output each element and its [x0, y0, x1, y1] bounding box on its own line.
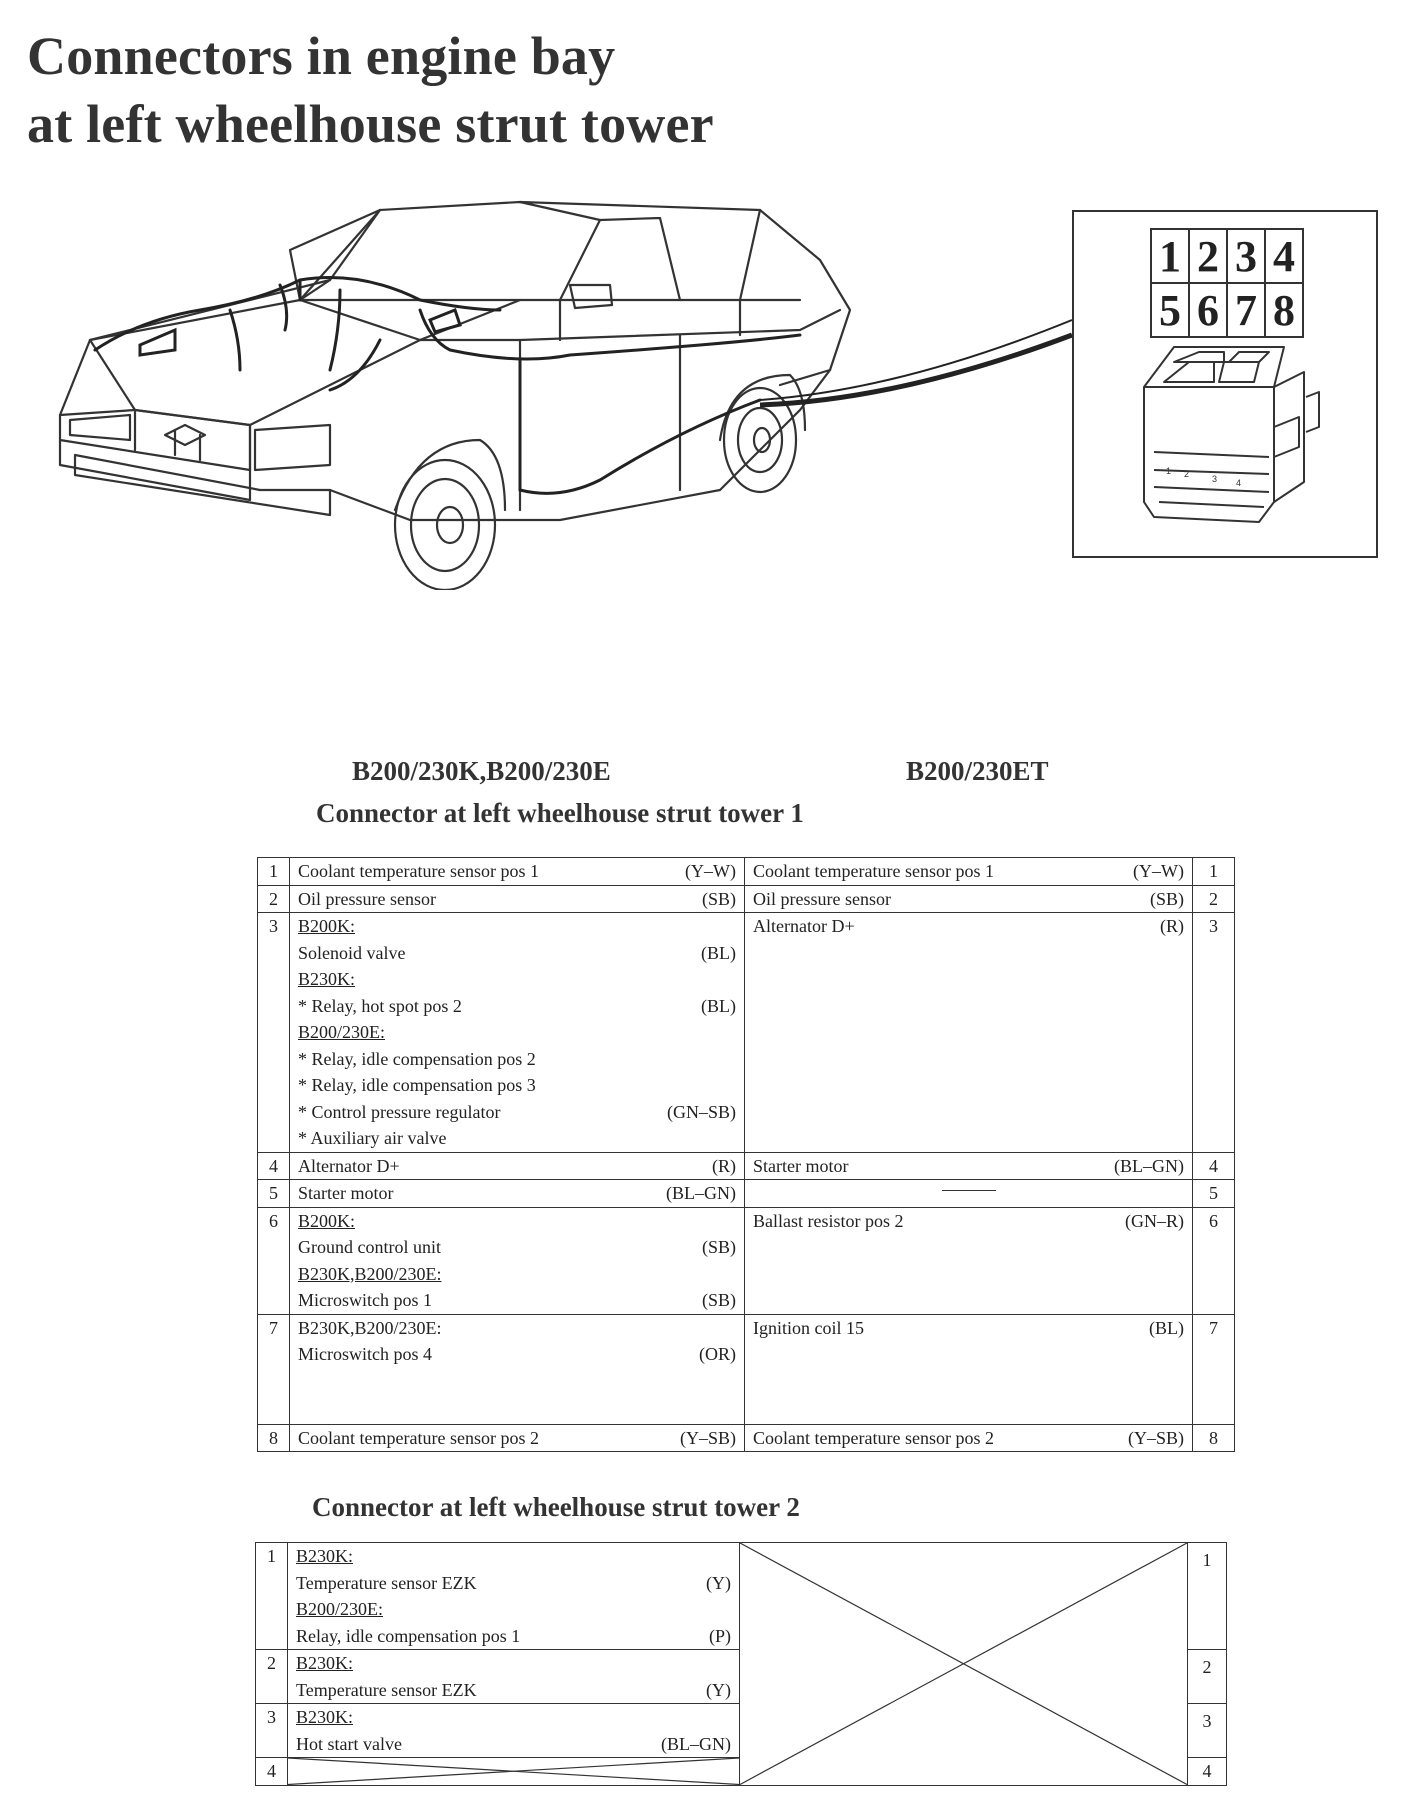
entry-text: B230K,B200/230E: [298, 1317, 442, 1338]
table-row [258, 1180, 1235, 1208]
wire-color: (R) [712, 1155, 736, 1176]
left-cell [290, 858, 745, 886]
wire-color: (Y) [706, 1679, 731, 1700]
wire-color [726, 1019, 736, 1046]
cross-out-mark [740, 1543, 1187, 1785]
wire-color: (BL–GN) [666, 1183, 736, 1203]
wire-color [726, 913, 736, 940]
entry-line [753, 1153, 1184, 1180]
wire-color [721, 1650, 731, 1677]
wire-color: (Y–W) [1133, 861, 1184, 881]
wire-color: (Y–W) [685, 861, 736, 881]
page-title [27, 22, 714, 158]
entry-text: B200K: [298, 1210, 356, 1231]
entry-line [296, 1623, 731, 1650]
crossed-out-cell [288, 1758, 740, 1786]
engine-label-right: B200/230ET [906, 756, 1049, 786]
left-cell [290, 885, 745, 913]
entry-text: Ballast resistor pos 2 [753, 1210, 904, 1231]
entry-line [753, 1315, 1184, 1342]
pin-number-left: 8 [258, 1424, 290, 1452]
entry-text: Alternator D+ [298, 1155, 400, 1176]
wire-color [726, 1208, 736, 1235]
entry-line [298, 966, 736, 993]
wire-color: (Y–SB) [679, 1427, 736, 1448]
pin-number-right: 3 [1188, 1704, 1227, 1758]
entry-text: Temperature sensor EZK [296, 1572, 477, 1593]
entry-line [298, 940, 736, 967]
entry-text: * Auxiliary air valve [298, 1128, 447, 1148]
left-cell [290, 1207, 745, 1314]
wire-color [726, 1125, 736, 1152]
wire-color: (BL) [1149, 1317, 1184, 1338]
entry-line [298, 1153, 736, 1180]
entry-text: Coolant temperature sensor pos 1 [298, 861, 539, 881]
wire-color: (Y) [706, 1572, 731, 1593]
entry-text: Alternator D+ [753, 916, 855, 936]
wire-color: (BL–GN) [661, 1733, 731, 1754]
wire-color [721, 1704, 731, 1731]
left-cell [288, 1650, 740, 1704]
pin-number-left: 2 [256, 1650, 288, 1704]
pin-number-right: 7 [1193, 1314, 1235, 1424]
pin-number-left: 4 [258, 1152, 290, 1180]
table-row [258, 1314, 1235, 1424]
pin-label: 5 [1151, 283, 1189, 337]
table-row [258, 1207, 1235, 1314]
wire-color: (GN–R) [1125, 1210, 1184, 1231]
entry-line [296, 1650, 731, 1677]
pin-number-left: 4 [256, 1758, 288, 1786]
wire-color: (OR) [699, 1344, 736, 1364]
left-cell [288, 1543, 740, 1650]
entry-text: B230K: [296, 1707, 354, 1727]
small-pin-label: 3 [1212, 474, 1218, 484]
title-line-1: Connectors in engine bay [27, 26, 616, 86]
title-line-2: at left wheelhouse strut tower [27, 94, 714, 154]
right-cell [745, 1152, 1193, 1180]
wire-color: (BL) [701, 942, 736, 963]
table-row [258, 1424, 1235, 1452]
entry-text: B200K: [298, 916, 356, 936]
entry-line [298, 1261, 736, 1288]
pin-number-right: 4 [1193, 1152, 1235, 1180]
pin-number-right: 2 [1188, 1650, 1227, 1704]
right-cell [745, 913, 1193, 1153]
entry-text: Microswitch pos 4 [298, 1344, 432, 1364]
pin-label: 3 [1227, 229, 1265, 283]
entry-text: Hot start valve [296, 1733, 402, 1754]
pin-label: 2 [1189, 229, 1227, 283]
entry-line [753, 886, 1184, 913]
pin-label: 4 [1265, 229, 1303, 283]
small-pin-label: 1 [1166, 466, 1172, 476]
entry-line [298, 858, 736, 885]
wire-color [721, 1543, 731, 1570]
entry-line [298, 913, 736, 940]
left-cell [290, 1424, 745, 1452]
entry-text: * Relay, idle compensation pos 2 [298, 1048, 536, 1069]
table-row [258, 913, 1235, 1153]
table-row [258, 1152, 1235, 1180]
entry-line [298, 1072, 736, 1099]
entry-text: Coolant temperature sensor pos 2 [753, 1427, 994, 1448]
cross-out-mark [288, 1758, 739, 1785]
pin-number-left: 7 [258, 1314, 290, 1424]
entry-text: Coolant temperature sensor pos 2 [298, 1427, 539, 1448]
wire-color [726, 1072, 736, 1099]
crossed-out-cell [740, 1543, 1188, 1786]
wire-color [726, 966, 736, 993]
wire-color: (Y–SB) [1127, 1427, 1184, 1448]
entry-text: * Control pressure regulator [298, 1101, 501, 1122]
entry-line [298, 1234, 736, 1261]
wire-color: (BL–GN) [1114, 1155, 1184, 1176]
pin-number-right: 4 [1188, 1758, 1227, 1786]
right-cell [745, 1424, 1193, 1452]
entry-line [298, 1180, 736, 1207]
pin-label: 1 [1151, 229, 1189, 283]
entry-line [298, 1099, 736, 1126]
entry-line [298, 1046, 736, 1073]
wire-color [726, 1046, 736, 1073]
pin-label: 8 [1265, 283, 1303, 337]
small-pin-label: 2 [1184, 469, 1190, 479]
right-cell [745, 885, 1193, 913]
entry-line [298, 1425, 736, 1452]
connector2-table [255, 1542, 1227, 1786]
connector1-title: Connector at left wheelhouse strut tower 1 [316, 798, 804, 828]
entry-text: Microswitch pos 1 [298, 1290, 432, 1310]
wire-color: (SB) [1149, 888, 1184, 909]
entry-text: Oil pressure sensor [753, 888, 891, 909]
entry-text: * Relay, idle compensation pos 3 [298, 1075, 536, 1095]
pin-number-left: 3 [258, 913, 290, 1153]
entry-text: Solenoid valve [298, 942, 406, 963]
connector2-title: Connector at left wheelhouse strut tower 2 [312, 1492, 800, 1522]
entry-text: * Relay, hot spot pos 2 [298, 995, 462, 1016]
pin-number-right: 3 [1193, 913, 1235, 1153]
entry-line [296, 1677, 731, 1704]
wire-color: (SB) [701, 888, 736, 909]
pin-number-left: 2 [258, 885, 290, 913]
left-cell [290, 913, 745, 1153]
entry-line [298, 1125, 736, 1152]
wire-color: (BL) [701, 995, 736, 1016]
engine-label-left: B200/230K,B200/230E [352, 756, 611, 786]
entry-text: Ground control unit [298, 1237, 441, 1257]
pin-number-right: 5 [1193, 1180, 1235, 1208]
entry-line [753, 1208, 1184, 1235]
entry-line [298, 886, 736, 913]
pin-number-right: 2 [1193, 885, 1235, 913]
table-row [258, 858, 1235, 886]
wire-color: (SB) [701, 1290, 736, 1310]
entry-text: Coolant temperature sensor pos 1 [753, 861, 994, 881]
left-cell [290, 1152, 745, 1180]
wire-color [726, 1261, 736, 1288]
entry-line [753, 1425, 1184, 1452]
entry-text: Starter motor [753, 1155, 849, 1176]
pin-number-left: 1 [258, 858, 290, 886]
entry-text: Starter motor [298, 1183, 394, 1203]
connector-drawing [1074, 212, 1380, 560]
right-cell [745, 1314, 1193, 1424]
entry-line [298, 1315, 736, 1342]
entry-text: B200/230E: [296, 1599, 384, 1619]
right-cell [745, 1207, 1193, 1314]
entry-line [298, 1208, 736, 1235]
entry-line [753, 913, 1184, 940]
entry-text: Relay, idle compensation pos 1 [296, 1625, 521, 1646]
pin-number-left: 3 [256, 1704, 288, 1758]
pin-number-right: 1 [1193, 858, 1235, 886]
entry-line [296, 1731, 731, 1758]
wire-color: (GN–SB) [666, 1101, 736, 1122]
pin-number-left: 5 [258, 1180, 290, 1208]
wire-color [726, 1315, 736, 1342]
entry-line [298, 993, 736, 1020]
connector-detail-box [1072, 210, 1378, 558]
pin-label: 7 [1227, 283, 1265, 337]
entry-text: B200/230E: [298, 1022, 386, 1042]
wire-color [721, 1596, 731, 1623]
pin-number-left: 1 [256, 1543, 288, 1650]
entry-line [298, 1341, 736, 1368]
entry-line [298, 1019, 736, 1046]
entry-text: Oil pressure sensor [298, 888, 436, 909]
connector1-table [257, 857, 1235, 1452]
small-pin-label: 4 [1236, 478, 1242, 488]
left-cell [290, 1180, 745, 1208]
entry-line [753, 858, 1184, 885]
entry-text: Temperature sensor EZK [296, 1679, 477, 1700]
pin-number-right: 8 [1193, 1424, 1235, 1452]
right-cell [745, 1180, 1193, 1208]
wire-color: (P) [709, 1625, 731, 1646]
no-connection-dash [942, 1190, 996, 1191]
entry-line [296, 1596, 731, 1623]
entry-line [296, 1543, 731, 1570]
entry-line [296, 1704, 731, 1731]
left-cell [290, 1314, 745, 1424]
entry-text: B230K: [296, 1653, 354, 1673]
wire-color: (SB) [701, 1237, 736, 1257]
wire-color: (R) [1160, 916, 1184, 936]
entry-text: Ignition coil 15 [753, 1317, 864, 1338]
entry-line [298, 1287, 736, 1314]
pin-number-right: 6 [1193, 1207, 1235, 1314]
table-row [256, 1543, 1227, 1650]
right-cell [745, 858, 1193, 886]
entry-line [296, 1570, 731, 1597]
pin-number-right: 1 [1188, 1543, 1227, 1650]
pin-number-left: 6 [258, 1207, 290, 1314]
entry-text: B230K,B200/230E: [298, 1263, 442, 1284]
pin-label: 6 [1189, 283, 1227, 337]
entry-text: B230K: [298, 969, 356, 989]
left-cell [288, 1704, 740, 1758]
entry-text: B230K: [296, 1546, 354, 1566]
table-row [258, 885, 1235, 913]
